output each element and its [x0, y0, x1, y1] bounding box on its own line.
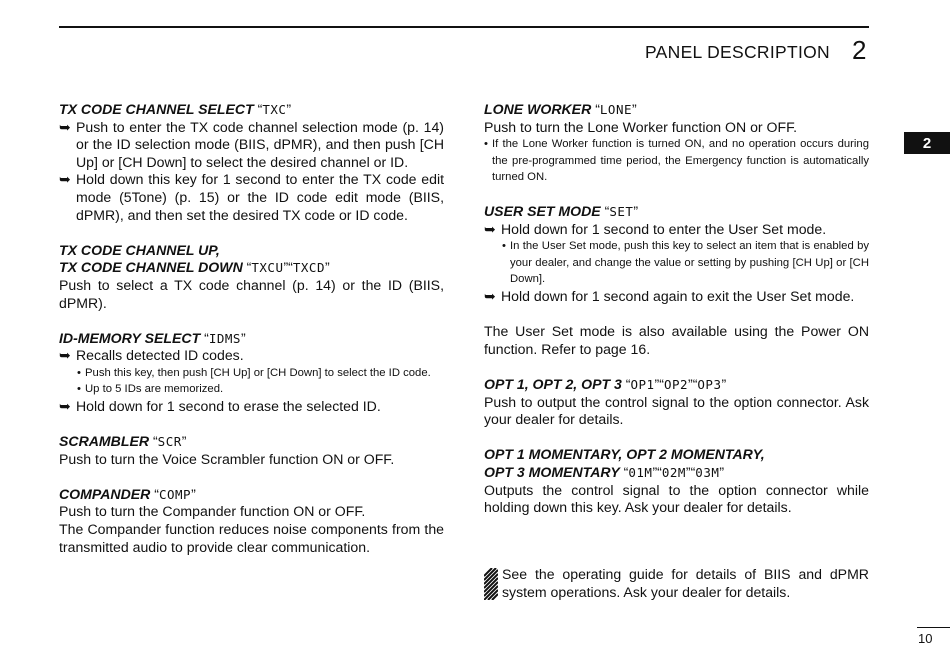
display-code: OP1	[630, 376, 655, 392]
bullet-text: In the User Set mode, push this key to select an item that is enabled by your dealer, and change the value or setting by pushing [CH Up] or [CH Down].	[510, 240, 869, 286]
list-item	[59, 119, 444, 172]
right-arrow-icon: ➥	[59, 171, 71, 188]
heading-text: SCRAMBLER	[59, 433, 150, 450]
display-code: 01M	[628, 464, 653, 480]
bullet-item	[59, 365, 444, 382]
display-code: TXCD	[292, 260, 325, 276]
heading-text: TX CODE CHANNEL SELECT	[59, 101, 254, 117]
display-code: TXCU	[251, 260, 284, 276]
bullet-icon: •	[484, 138, 488, 151]
section-title: PANEL DESCRIPTION	[645, 42, 830, 62]
heading: LONE WORKER “LONE”	[484, 101, 637, 117]
item-text: Push to enter the TX code channel selection mode (p. 14) or the ID selection mode (BIIS, dPMR), and then push [CH Up] or [CH Down] to select the desired channel or ID.	[76, 118, 444, 170]
page-number: 10	[918, 631, 933, 646]
list-item	[484, 288, 869, 306]
id-memory-select-section	[59, 330, 444, 416]
display-code: OP3	[697, 376, 722, 392]
heading: ID-MEMORY SELECT “IDMS”	[59, 329, 246, 346]
note-box	[484, 566, 869, 601]
list-item	[59, 171, 444, 224]
top-rule	[59, 26, 869, 28]
display-code: LONE	[599, 102, 632, 117]
bullet-icon: •	[502, 240, 506, 253]
heading-text: OPT 3 MOMENTARY	[484, 463, 620, 480]
display-code: IDMS	[208, 330, 241, 346]
display-code: 03M	[695, 464, 720, 480]
heading: TX CODE CHANNEL UP,	[59, 241, 220, 258]
heading: TX CODE CHANNEL SELECT “TXC”	[59, 101, 292, 117]
display-code: COMP	[158, 486, 192, 502]
tx-code-channel-up-down-section	[59, 242, 444, 312]
bullet-icon: •	[77, 383, 81, 396]
hatched-note-icon	[484, 568, 498, 600]
heading: SCRAMBLER “SCR”	[59, 433, 187, 450]
body-text: Push to turn the Lone Worker function ON or OFF.	[484, 118, 798, 135]
left-column	[59, 101, 444, 574]
body-text: Push to turn the Voice Scrambler function ON or OFF.	[59, 450, 395, 467]
item-text: Recalls detected ID codes.	[76, 347, 244, 364]
lone-worker-section	[484, 101, 869, 186]
body-text: Push to turn the Compander function ON or OFF.	[59, 503, 366, 520]
heading: OPT 1 MOMENTARY, OPT 2 MOMENTARY,	[484, 446, 765, 463]
note-text: See the operating guide for details of BIIS and dPMR system operations. Ask your dealer for details.	[502, 566, 869, 600]
body-text: The User Set mode is also available using the Power ON function. Refer to page 16.	[484, 323, 869, 357]
display-code: SCR	[157, 434, 182, 450]
opt-section	[484, 376, 869, 429]
scrambler-section	[59, 433, 444, 468]
bullet-item	[484, 136, 869, 186]
heading-text: ID-MEMORY SELECT	[59, 329, 201, 346]
display-code: TXC	[262, 102, 287, 117]
body-text: Outputs the control signal to the option connector while holding down this key. Ask your dealer for details.	[484, 481, 869, 516]
list-item	[59, 347, 444, 365]
heading-text: USER SET MODE	[484, 203, 601, 220]
right-arrow-icon: ➥	[484, 220, 496, 237]
user-set-mode-section	[484, 203, 869, 305]
body-text: Push to output the control signal to the option connector. Ask your dealer for details.	[484, 393, 869, 428]
heading-text: COMPANDER	[59, 485, 151, 502]
bullet-text: If the Lone Worker function is turned ON, and no operation occurs during the pre-programmed time period, the Emergency function is automatically turned ON.	[492, 138, 869, 184]
page-rule	[917, 627, 950, 628]
body-text: Push to select a TX code channel (p. 14) or the ID (BIIS, dPMR).	[59, 276, 444, 311]
bullet-text: Push this key, then push [CH Up] or [CH Down] to select the ID code.	[85, 366, 431, 379]
right-arrow-icon: ➥	[59, 347, 71, 364]
item-text: Hold down for 1 second again to exit the User Set mode.	[501, 287, 855, 304]
bullet-icon: •	[77, 366, 81, 379]
heading-text: LONE WORKER	[484, 101, 592, 117]
bullet-item	[59, 381, 444, 398]
display-code: OP2	[663, 376, 689, 392]
list-item	[59, 398, 444, 416]
heading-text: TX CODE CHANNEL DOWN	[59, 259, 243, 276]
display-code: 02M	[661, 464, 686, 480]
heading: COMPANDER “COMP”	[59, 485, 196, 502]
heading: TX CODE CHANNEL DOWN “TXCU”“TXCD”	[59, 259, 330, 276]
heading: OPT 1, OPT 2, OPT 3 “OP1”“OP2”“OP3”	[484, 375, 727, 392]
right-arrow-icon: ➥	[59, 118, 71, 135]
section-number: 2	[852, 35, 867, 65]
heading: OPT 3 MOMENTARY “01M”“02M”“03M”	[484, 463, 725, 480]
opt-momentary-section	[484, 446, 869, 516]
heading: USER SET MODE “SET”	[484, 203, 639, 220]
bullet-item	[484, 238, 869, 288]
list-item	[484, 221, 869, 239]
right-arrow-icon: ➥	[484, 287, 496, 304]
compander-section	[59, 486, 444, 556]
bullet-text: Up to 5 IDs are memorized.	[85, 383, 224, 396]
right-arrow-icon: ➥	[59, 397, 71, 414]
tx-code-channel-select-section	[59, 101, 444, 224]
side-section-tab: 2	[904, 132, 950, 154]
item-text: Hold down for 1 second to enter the User Set mode.	[501, 220, 827, 237]
body-text: The Compander function reduces noise components from the transmitted audio to provide clear communication.	[59, 521, 444, 555]
heading-text: OPT 1, OPT 2, OPT 3	[484, 375, 622, 392]
item-text: Hold down for 1 second to erase the selected ID.	[76, 397, 381, 414]
display-code: SET	[609, 204, 634, 220]
item-text: Hold down this key for 1 second to enter the TX code edit mode (5Tone) (p. 15) or the ID code edit mode (BIIS, dPMR), and then set the desired TX code or ID code.	[76, 171, 444, 223]
right-column	[484, 101, 869, 534]
